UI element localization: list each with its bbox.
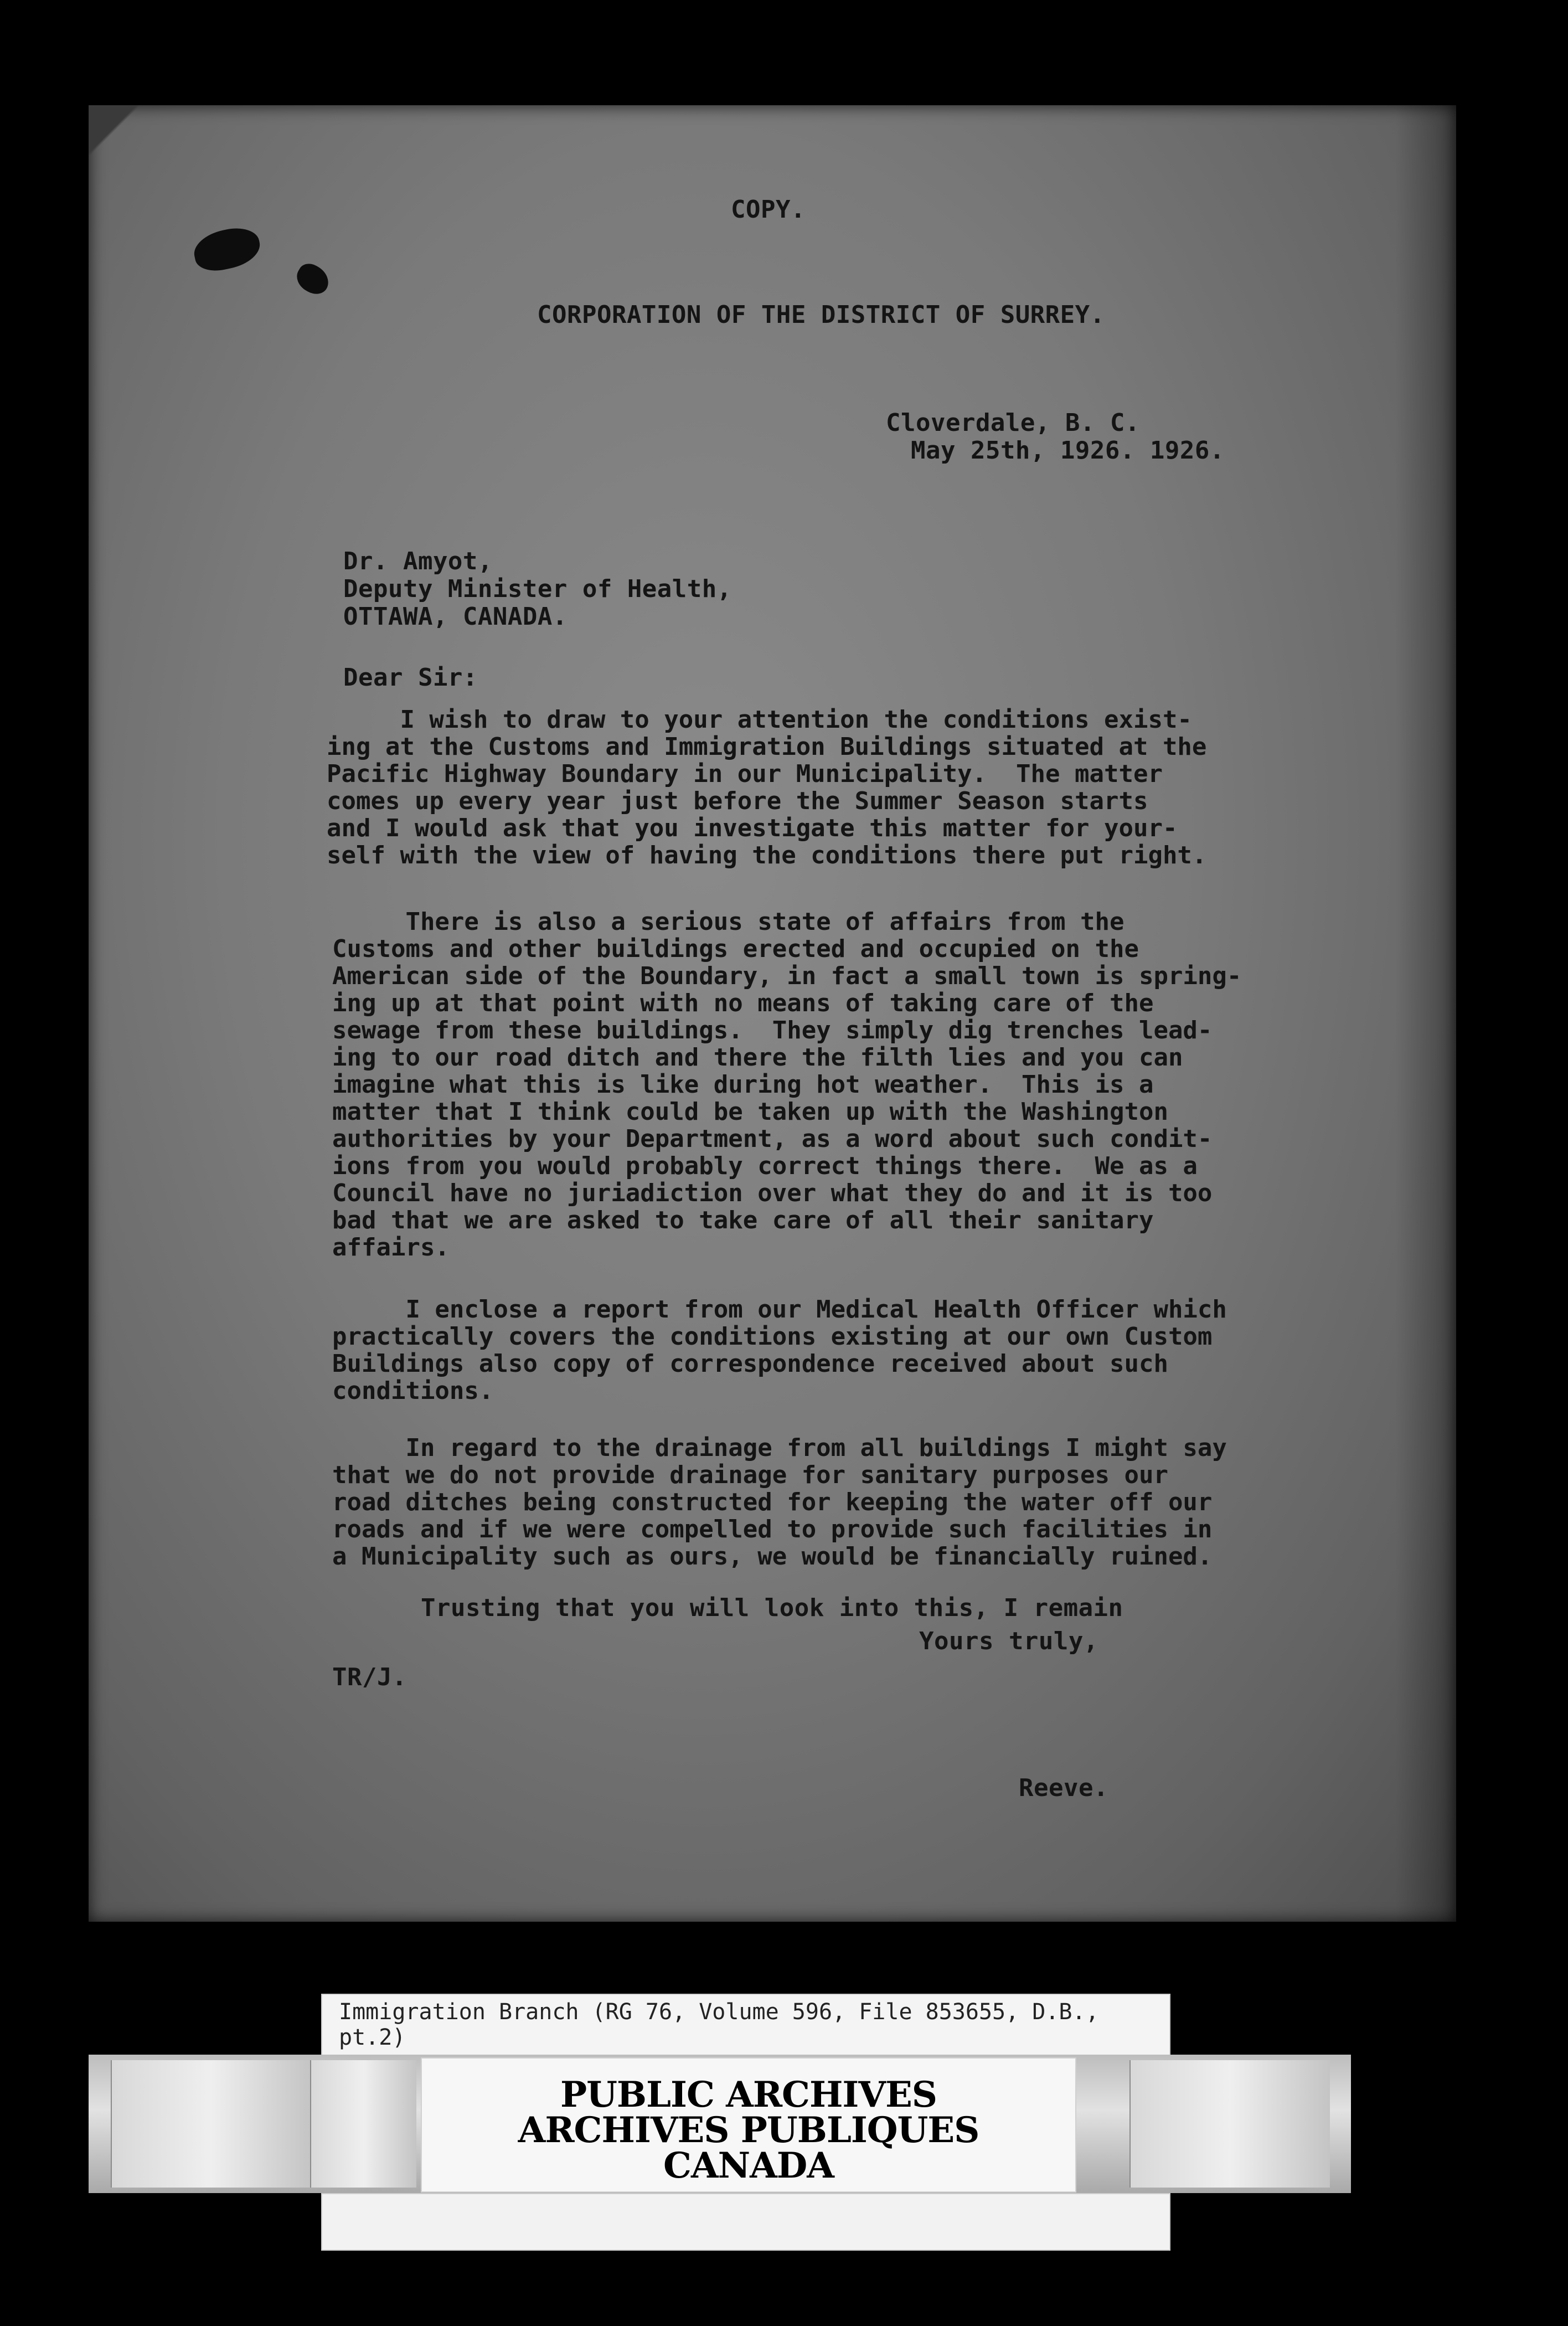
body-paragraph: In regard to the drainage from all buildings I might say that we do not provide drainage for sanitary purposes our road ditches being constructed for keeping the water off our roads and if we were compelled to provide such facilities in a Municipality such as ours, we would be financially ruined. [332, 1434, 1227, 1571]
letter-sheet [89, 105, 1456, 1922]
copy-mark: COPY. [731, 195, 806, 224]
typist-initials: TR/J. [332, 1663, 407, 1691]
salutation: Dear Sir: [343, 663, 478, 692]
paper-damage-hole [292, 259, 334, 299]
letter-date: May 25th, 1926. 1926. [911, 436, 1225, 465]
body-paragraph: I wish to draw to your attention the conditions exist- ing at the Customs and Immigration Buildings situated at the Pacific Highway Boundary in our Municipality. The matter comes up every year just before the Summer Season starts and I would ask that you investigate this matter for your- self with the view of having the conditions there put right. [327, 706, 1207, 869]
letter-place: Cloverdale, B. C. [886, 409, 1140, 437]
film-holder-segment [310, 2060, 416, 2188]
signature-title: Reeve. [1019, 1774, 1108, 1802]
recipient-name: Dr. Amyot, [343, 547, 493, 575]
archives-stamp [421, 2057, 1076, 2193]
stamp-line: PUBLIC ARCHIVES [560, 2074, 937, 2116]
film-holder-segment [111, 2060, 311, 2188]
closing-line: Trusting that you will look into this, I remain [421, 1594, 1123, 1622]
archive-reference-label [321, 1994, 1170, 2057]
recipient-address: OTTAWA, CANADA. [343, 603, 568, 631]
paper-damage-hole [190, 223, 264, 275]
stamp-line: CANADA [663, 2145, 834, 2186]
letterhead: CORPORATION OF THE DISTRICT OF SURREY. [537, 301, 1105, 329]
body-paragraph: There is also a serious state of affairs from the Customs and other buildings erected and occupied on the American side of the Boundary, in fact a small town is spring- ing up at that point with no means of taking care of the sewage from these buildings. They simply dig trenches lead- ing to our road ditch and there the filth lies and you can imagine what this is like during hot weather. This is a matter that I think could be taken up with the Washington authorities by your Department, as a word about such condit- ions from you would probably correct things there. We as a Council have no juriadiction over what they do and it is too bad that we are asked to take care of all their sanitary affairs. [332, 908, 1242, 1262]
blank-label-strip [321, 2193, 1170, 2251]
complimentary-close: Yours truly, [919, 1627, 1098, 1655]
body-paragraph: I enclose a report from our Medical Health Officer which practically covers the conditions existing at our own Custom Buildings also copy of correspondence received about such conditions. [332, 1295, 1227, 1405]
archive-reference-text: Immigration Branch (RG 76, Volume 596, File 853655, D.B., pt.2) [339, 1999, 1099, 2050]
worn-edge [1395, 105, 1456, 1922]
film-holder-segment [1129, 2060, 1330, 2188]
stamp-line: ARCHIVES PUBLIQUES [518, 2109, 979, 2151]
recipient-title: Deputy Minister of Health, [343, 575, 732, 603]
folded-corner [89, 105, 138, 155]
